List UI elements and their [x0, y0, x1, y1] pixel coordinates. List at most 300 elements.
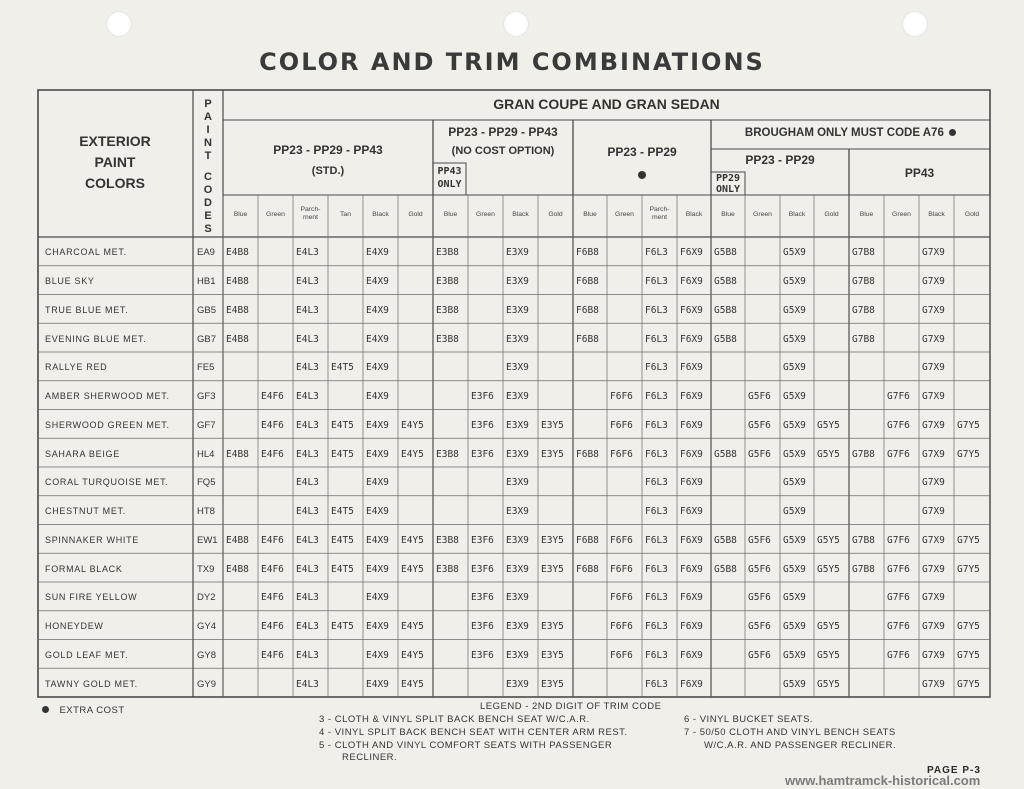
trim-code-cell: F6F6: [610, 391, 633, 403]
trim-code-cell: E4B8: [226, 563, 249, 575]
trim-code-cell: G7X9: [922, 563, 945, 575]
trim-code-cell: F6L3: [645, 362, 668, 374]
trim-code-cell: F6X9: [680, 391, 703, 403]
trim-code-cell: E4L3: [296, 506, 319, 518]
column-header: Blue: [233, 211, 248, 218]
column-header: Gold: [964, 211, 980, 218]
column-header: Black: [372, 211, 389, 218]
trim-code-cell: G5F6: [748, 621, 771, 633]
trim-code-cell: G5X9: [783, 304, 806, 316]
extra-cost-dot-brougham: [949, 129, 956, 136]
trim-code-cell: E3B8: [436, 563, 459, 575]
paint-code: EW1: [197, 534, 218, 546]
trim-code-cell: G7X9: [922, 362, 945, 374]
trim-code-cell: E4L3: [296, 276, 319, 288]
trim-code-cell: F6L3: [645, 247, 668, 259]
trim-code-cell: G5X9: [783, 333, 806, 345]
trim-code-cell: G5B8: [714, 304, 737, 316]
trim-code-cell: F6L3: [645, 276, 668, 288]
trim-code-cell: G7Y5: [957, 621, 980, 633]
trim-code-cell: E4L3: [296, 247, 319, 259]
group2-subtitle: (NO COST OPTION): [451, 145, 555, 157]
legend-item-4: 4 - VINYL SPLIT BACK BENCH SEAT WITH CENTER ARM REST.: [319, 727, 628, 738]
paint-code: EA9: [197, 247, 215, 259]
trim-code-cell: E4T5: [331, 448, 354, 460]
trim-code-cell: F6F6: [610, 563, 633, 575]
group4-only-line2: ONLY: [715, 184, 741, 195]
paint-code: FQ5: [197, 477, 216, 489]
trim-code-cell: F6L3: [645, 448, 668, 460]
brougham-header: [711, 127, 990, 139]
trim-code-cell: E4L3: [296, 419, 319, 431]
exterior-color-name: EVENING BLUE MET.: [45, 333, 147, 344]
trim-code-cell: E4L3: [296, 333, 319, 345]
trim-code-cell: E3F6: [471, 621, 494, 633]
trim-code-cell: G5X9: [783, 534, 806, 546]
paint-code: GY4: [197, 621, 217, 633]
trim-code-cell: F6L3: [645, 391, 668, 403]
trim-code-cell: E3X9: [506, 391, 529, 403]
trim-code-cell: E4L3: [296, 362, 319, 374]
paint-codes-letter: S: [204, 223, 212, 235]
trim-code-cell: F6F6: [610, 649, 633, 661]
column-header-part: Parch-: [300, 206, 321, 213]
trim-code-cell: E3Y5: [541, 448, 564, 460]
trim-code-cell: G7X9: [922, 276, 945, 288]
trim-code-cell: F6F6: [610, 419, 633, 431]
main-group-header: GRAN COUPE AND GRAN SEDAN: [493, 96, 720, 112]
trim-code-cell: E4L3: [296, 304, 319, 316]
trim-code-cell: E4F6: [261, 592, 284, 604]
trim-code-cell: E3X9: [506, 276, 529, 288]
trim-code-cell: F6L3: [645, 621, 668, 633]
paint-code: GB5: [197, 304, 217, 316]
exterior-header-line2: PAINT: [94, 154, 136, 170]
trim-code-cell: G7Y5: [957, 649, 980, 661]
exterior-color-name: GOLD LEAF MET.: [45, 649, 129, 660]
trim-code-cell: E4F6: [261, 621, 284, 633]
trim-code-cell: G5X9: [783, 276, 806, 288]
trim-code-cell: G5X9: [783, 592, 806, 604]
trim-code-cell: F6B8: [576, 534, 599, 546]
trim-code-cell: G7F6: [887, 391, 910, 403]
trim-code-cell: E4F6: [261, 563, 284, 575]
paint-codes-letter: N: [204, 137, 212, 149]
trim-code-cell: E3X9: [506, 563, 529, 575]
trim-code-cell: F6B8: [576, 448, 599, 460]
paint-codes-letter: E: [204, 210, 212, 222]
trim-code-cell: G5X9: [783, 477, 806, 489]
paint-code: HT8: [197, 506, 215, 518]
column-header: Black: [788, 211, 806, 218]
trim-code-cell: G7X9: [922, 419, 945, 431]
column-header-part: ment: [302, 214, 319, 221]
trim-code-cell: F6F6: [610, 592, 633, 604]
trim-code-cell: F6X9: [680, 362, 703, 374]
trim-code-cell: F6L3: [645, 534, 668, 546]
exterior-header-line3: COLORS: [85, 175, 145, 191]
trim-code-cell: G7X9: [922, 534, 945, 546]
trim-code-cell: G7Y5: [957, 419, 980, 431]
trim-code-cell: E4X9: [366, 649, 389, 661]
legend-item-7-line2: W/C.A.R. AND PASSENGER RECLINER.: [704, 740, 897, 751]
trim-code-cell: E4F6: [261, 448, 284, 460]
trim-code-cell: G7F6: [887, 649, 910, 661]
trim-code-cell: G7X9: [922, 333, 945, 345]
group4-title: PP23 - PP29: [745, 153, 815, 167]
extra-cost-legend: [42, 700, 125, 718]
trim-code-cell: E4L3: [296, 563, 319, 575]
trim-code-cell: F6L3: [645, 506, 668, 518]
group5-title: PP43: [904, 166, 935, 180]
trim-code-cell: F6B8: [576, 276, 599, 288]
paint-code: DY2: [197, 592, 216, 604]
column-header: [642, 206, 677, 222]
trim-code-cell: G7B8: [852, 247, 875, 259]
trim-code-cell: E3X9: [506, 362, 529, 374]
trim-code-cell: E4Y5: [401, 563, 424, 575]
trim-code-cell: F6L3: [645, 592, 668, 604]
trim-code-cell: E3F6: [471, 534, 494, 546]
trim-code-cell: E3X9: [506, 534, 529, 546]
legend-item-5-line2: RECLINER.: [342, 752, 398, 763]
trim-code-cell: E3B8: [436, 534, 459, 546]
trim-code-cell: G7B8: [852, 448, 875, 460]
trim-code-cell: F6L3: [645, 563, 668, 575]
legend-item-6: 6 - VINYL BUCKET SEATS.: [684, 714, 814, 725]
trim-code-cell: E3F6: [471, 419, 494, 431]
trim-code-cell: G5X9: [783, 419, 806, 431]
trim-code-cell: G7X9: [922, 247, 945, 259]
exterior-color-name: FORMAL BLACK: [45, 563, 123, 574]
trim-code-cell: F6X9: [680, 477, 703, 489]
exterior-header-line1: EXTERIOR: [79, 133, 151, 149]
trim-code-cell: G7F6: [887, 563, 910, 575]
trim-code-cell: F6X9: [680, 247, 703, 259]
trim-code-cell: E4F6: [261, 419, 284, 431]
trim-code-cell: E3F6: [471, 448, 494, 460]
column-header: Tan: [340, 211, 351, 218]
trim-code-cell: E4T5: [331, 362, 354, 374]
trim-code-cell: E4B8: [226, 276, 249, 288]
trim-code-cell: G7X9: [922, 678, 945, 690]
trim-code-cell: E3Y5: [541, 419, 564, 431]
column-header: Green: [753, 211, 772, 218]
trim-code-cell: G5B8: [714, 333, 737, 345]
trim-code-cell: G5Y5: [817, 563, 840, 575]
exterior-color-name: TAWNY GOLD MET.: [45, 678, 138, 689]
trim-code-cell: E4Y5: [401, 448, 424, 460]
trim-code-cell: F6X9: [680, 678, 703, 690]
trim-code-cell: F6X9: [680, 419, 703, 431]
trim-code-cell: E4L3: [296, 448, 319, 460]
brougham-label: BROUGHAM ONLY MUST CODE A76: [744, 127, 944, 139]
paint-code: GY9: [197, 678, 217, 690]
trim-code-cell: F6X9: [680, 276, 703, 288]
trim-code-cell: F6L3: [645, 678, 668, 690]
legend-title: LEGEND - 2ND DIGIT OF TRIM CODE: [480, 701, 662, 712]
trim-code-cell: G5X9: [783, 448, 806, 460]
trim-code-cell: E3X9: [506, 649, 529, 661]
trim-code-cell: G5F6: [748, 419, 771, 431]
trim-code-cell: E4L3: [296, 649, 319, 661]
trim-code-cell: E4L3: [296, 477, 319, 489]
trim-code-cell: G7Y5: [957, 534, 980, 546]
trim-code-cell: G5X9: [783, 506, 806, 518]
trim-code-cell: E3X9: [506, 247, 529, 259]
group2-only-line2: ONLY: [437, 179, 462, 190]
trim-code-cell: E4T5: [331, 534, 354, 546]
paint-codes-letter: A: [204, 111, 212, 123]
trim-code-cell: E3Y5: [541, 678, 564, 690]
column-header: Gold: [548, 211, 563, 218]
column-header: Gold: [824, 211, 839, 218]
trim-code-cell: E4X9: [366, 362, 389, 374]
exterior-color-name: HONEYDEW: [45, 621, 104, 632]
exterior-color-name: SHERWOOD GREEN MET.: [45, 419, 170, 430]
trim-code-cell: E3B8: [436, 304, 459, 316]
trim-code-cell: E3Y5: [541, 649, 564, 661]
trim-code-cell: E4L3: [296, 621, 319, 633]
trim-code-cell: G7Y5: [957, 448, 980, 460]
trim-code-cell: E3B8: [436, 448, 459, 460]
trim-code-cell: E3X9: [506, 621, 529, 633]
trim-code-cell: F6X9: [680, 506, 703, 518]
trim-code-cell: G5F6: [748, 391, 771, 403]
trim-code-cell: E3B8: [436, 333, 459, 345]
trim-code-cell: G5X9: [783, 621, 806, 633]
trim-code-cell: E3X9: [506, 333, 529, 345]
column-header: Green: [892, 211, 911, 218]
trim-code-cell: G7X9: [922, 592, 945, 604]
trim-code-cell: E3X9: [506, 448, 529, 460]
column-header: Black: [928, 211, 945, 218]
trim-code-cell: E3F6: [471, 563, 494, 575]
column-header: Blue: [583, 211, 597, 218]
trim-code-cell: E3F6: [471, 592, 494, 604]
trim-code-cell: G5Y5: [817, 678, 840, 690]
trim-code-cell: F6X9: [680, 592, 703, 604]
trim-code-cell: G5Y5: [817, 448, 840, 460]
trim-code-cell: G5B8: [714, 276, 737, 288]
trim-code-cell: G5Y5: [817, 534, 840, 546]
column-header: Green: [615, 211, 634, 218]
trim-code-cell: F6L3: [645, 333, 668, 345]
trim-code-cell: E4B8: [226, 448, 249, 460]
trim-code-cell: G5Y5: [817, 621, 840, 633]
column-header: Black: [685, 211, 703, 218]
group3-title: PP23 - PP29: [607, 145, 677, 159]
trim-code-cell: F6X9: [680, 304, 703, 316]
trim-code-cell: G5F6: [748, 649, 771, 661]
exterior-color-name: SAHARA BEIGE: [45, 448, 120, 459]
trim-code-cell: F6X9: [680, 563, 703, 575]
trim-code-cell: G7X9: [922, 448, 945, 460]
trim-code-cell: E3B8: [436, 276, 459, 288]
trim-code-cell: G7Y5: [957, 678, 980, 690]
exterior-color-name: SPINNAKER WHITE: [45, 534, 140, 545]
trim-code-cell: F6X9: [680, 448, 703, 460]
trim-code-cell: E4X9: [366, 506, 389, 518]
trim-code-cell: E3Y5: [541, 621, 564, 633]
paint-code: TX9: [197, 563, 215, 575]
page-number: PAGE P-3: [927, 765, 981, 776]
trim-code-cell: E4B8: [226, 247, 249, 259]
column-header-part: ment: [651, 214, 668, 221]
trim-code-cell: E4X9: [366, 563, 389, 575]
trim-code-cell: E4T5: [331, 506, 354, 518]
trim-code-cell: G7Y5: [957, 563, 980, 575]
column-header-part: Parch-: [649, 206, 670, 213]
exterior-color-name: CORAL TURQUOISE MET.: [45, 477, 169, 488]
trim-code-cell: G5X9: [783, 247, 806, 259]
group1-subtitle: (STD.): [311, 165, 345, 177]
trim-code-cell: E4Y5: [401, 649, 424, 661]
exterior-color-name: CHESTNUT MET.: [45, 506, 126, 517]
trim-code-cell: E4F6: [261, 391, 284, 403]
trim-code-cell: G5F6: [748, 448, 771, 460]
paint-codes-letter: O: [203, 184, 213, 196]
trim-code-cell: F6L3: [645, 477, 668, 489]
trim-code-cell: F6F6: [610, 534, 633, 546]
trim-code-cell: E4X9: [366, 621, 389, 633]
exterior-color-name: TRUE BLUE MET.: [45, 304, 129, 315]
trim-code-cell: E3F6: [471, 391, 494, 403]
trim-code-cell: F6F6: [610, 448, 633, 460]
trim-code-cell: G7X9: [922, 506, 945, 518]
trim-code-cell: E4X9: [366, 391, 389, 403]
trim-code-cell: F6L3: [645, 649, 668, 661]
paint-codes-letter: T: [204, 150, 212, 162]
exterior-color-name: RALLYE RED: [45, 362, 108, 373]
trim-code-cell: G5Y5: [817, 649, 840, 661]
trim-code-cell: G7F6: [887, 419, 910, 431]
trim-code-cell: E3X9: [506, 419, 529, 431]
trim-code-cell: G5X9: [783, 649, 806, 661]
extra-cost-dot: [42, 706, 49, 713]
column-header: Blue: [443, 211, 458, 218]
trim-code-cell: G5X9: [783, 563, 806, 575]
group1-title: PP23 - PP29 - PP43: [273, 143, 383, 157]
page-title: COLOR AND TRIM COMBINATIONS: [259, 48, 765, 76]
legend-item-7-line1: 7 - 50/50 CLOTH AND VINYL BENCH SEATS: [684, 727, 896, 738]
trim-code-cell: E3X9: [506, 592, 529, 604]
watermark: www.hamtramck-historical.com: [785, 773, 981, 788]
trim-code-cell: E4B8: [226, 304, 249, 316]
paint-code: GF7: [197, 419, 216, 431]
trim-code-cell: F6B8: [576, 563, 599, 575]
trim-code-cell: E4Y5: [401, 621, 424, 633]
column-header: Gold: [408, 211, 423, 218]
trim-code-cell: E4L3: [296, 391, 319, 403]
trim-code-cell: F6L3: [645, 419, 668, 431]
trim-code-cell: G7X9: [922, 304, 945, 316]
group4-only-line1: PP29: [715, 173, 741, 184]
paint-code: GF3: [197, 391, 216, 403]
column-header: Blue: [721, 211, 735, 218]
trim-code-cell: E3Y5: [541, 563, 564, 575]
trim-code-cell: G5B8: [714, 247, 737, 259]
trim-code-cell: E3B8: [436, 247, 459, 259]
trim-code-cell: G7F6: [887, 448, 910, 460]
trim-code-cell: E4X9: [366, 304, 389, 316]
trim-code-cell: G7X9: [922, 649, 945, 661]
legend-item-3: 3 - CLOTH & VINYL SPLIT BACK BENCH SEAT W/C.A.R.: [319, 714, 590, 725]
trim-code-cell: E4X9: [366, 333, 389, 345]
trim-code-cell: E4T5: [331, 563, 354, 575]
trim-code-cell: E4T5: [331, 419, 354, 431]
trim-code-cell: G5B8: [714, 534, 737, 546]
trim-code-cell: E4L3: [296, 678, 319, 690]
paint-code: GY8: [197, 649, 217, 661]
trim-code-cell: E4X9: [366, 592, 389, 604]
paint-codes-letter: I: [206, 124, 210, 136]
trim-code-cell: F6X9: [680, 621, 703, 633]
extra-cost-dot-group3: [638, 171, 646, 179]
paint-code: HB1: [197, 276, 216, 288]
trim-code-cell: G7B8: [852, 304, 875, 316]
trim-code-cell: E4X9: [366, 534, 389, 546]
trim-code-cell: F6X9: [680, 534, 703, 546]
trim-code-cell: G5F6: [748, 534, 771, 546]
trim-code-cell: E4X9: [366, 247, 389, 259]
trim-code-cell: E4L3: [296, 592, 319, 604]
trim-code-cell: F6B8: [576, 333, 599, 345]
trim-code-cell: G7X9: [922, 621, 945, 633]
trim-code-cell: E4T5: [331, 621, 354, 633]
trim-code-cell: F6X9: [680, 649, 703, 661]
trim-code-cell: E4B8: [226, 333, 249, 345]
trim-code-cell: E4X9: [366, 276, 389, 288]
trim-code-cell: E4X9: [366, 419, 389, 431]
trim-code-cell: E4F6: [261, 534, 284, 546]
trim-code-cell: E3X9: [506, 678, 529, 690]
trim-code-cell: F6X9: [680, 333, 703, 345]
exterior-color-name: AMBER SHERWOOD MET.: [45, 391, 170, 402]
trim-code-cell: E4X9: [366, 477, 389, 489]
column-header: Green: [476, 211, 495, 218]
trim-code-cell: G7B8: [852, 534, 875, 546]
trim-code-cell: G7X9: [922, 391, 945, 403]
trim-code-cell: F6B8: [576, 247, 599, 259]
trim-code-cell: G5F6: [748, 563, 771, 575]
paint-codes-letter: D: [204, 197, 212, 209]
exterior-color-name: BLUE SKY: [45, 276, 95, 287]
paint-code: HL4: [197, 448, 215, 460]
column-header: Green: [266, 211, 285, 218]
trim-code-cell: G7B8: [852, 333, 875, 345]
trim-code-cell: E4F6: [261, 649, 284, 661]
trim-code-cell: G7B8: [852, 563, 875, 575]
column-header: [293, 206, 328, 222]
exterior-color-name: SUN FIRE YELLOW: [45, 592, 138, 603]
trim-code-cell: G7F6: [887, 592, 910, 604]
extra-cost-label: EXTRA COST: [59, 705, 125, 716]
trim-code-cell: F6L3: [645, 304, 668, 316]
trim-code-cell: G5X9: [783, 678, 806, 690]
trim-code-cell: F6B8: [576, 304, 599, 316]
trim-code-cell: F6F6: [610, 621, 633, 633]
trim-code-cell: E3X9: [506, 304, 529, 316]
trim-code-cell: E3X9: [506, 477, 529, 489]
column-header: Black: [512, 211, 529, 218]
trim-code-cell: G7B8: [852, 276, 875, 288]
trim-code-cell: E4B8: [226, 534, 249, 546]
column-header: Blue: [859, 211, 874, 218]
trim-code-cell: G5X9: [783, 391, 806, 403]
trim-code-cell: G7F6: [887, 621, 910, 633]
trim-code-cell: E4X9: [366, 678, 389, 690]
